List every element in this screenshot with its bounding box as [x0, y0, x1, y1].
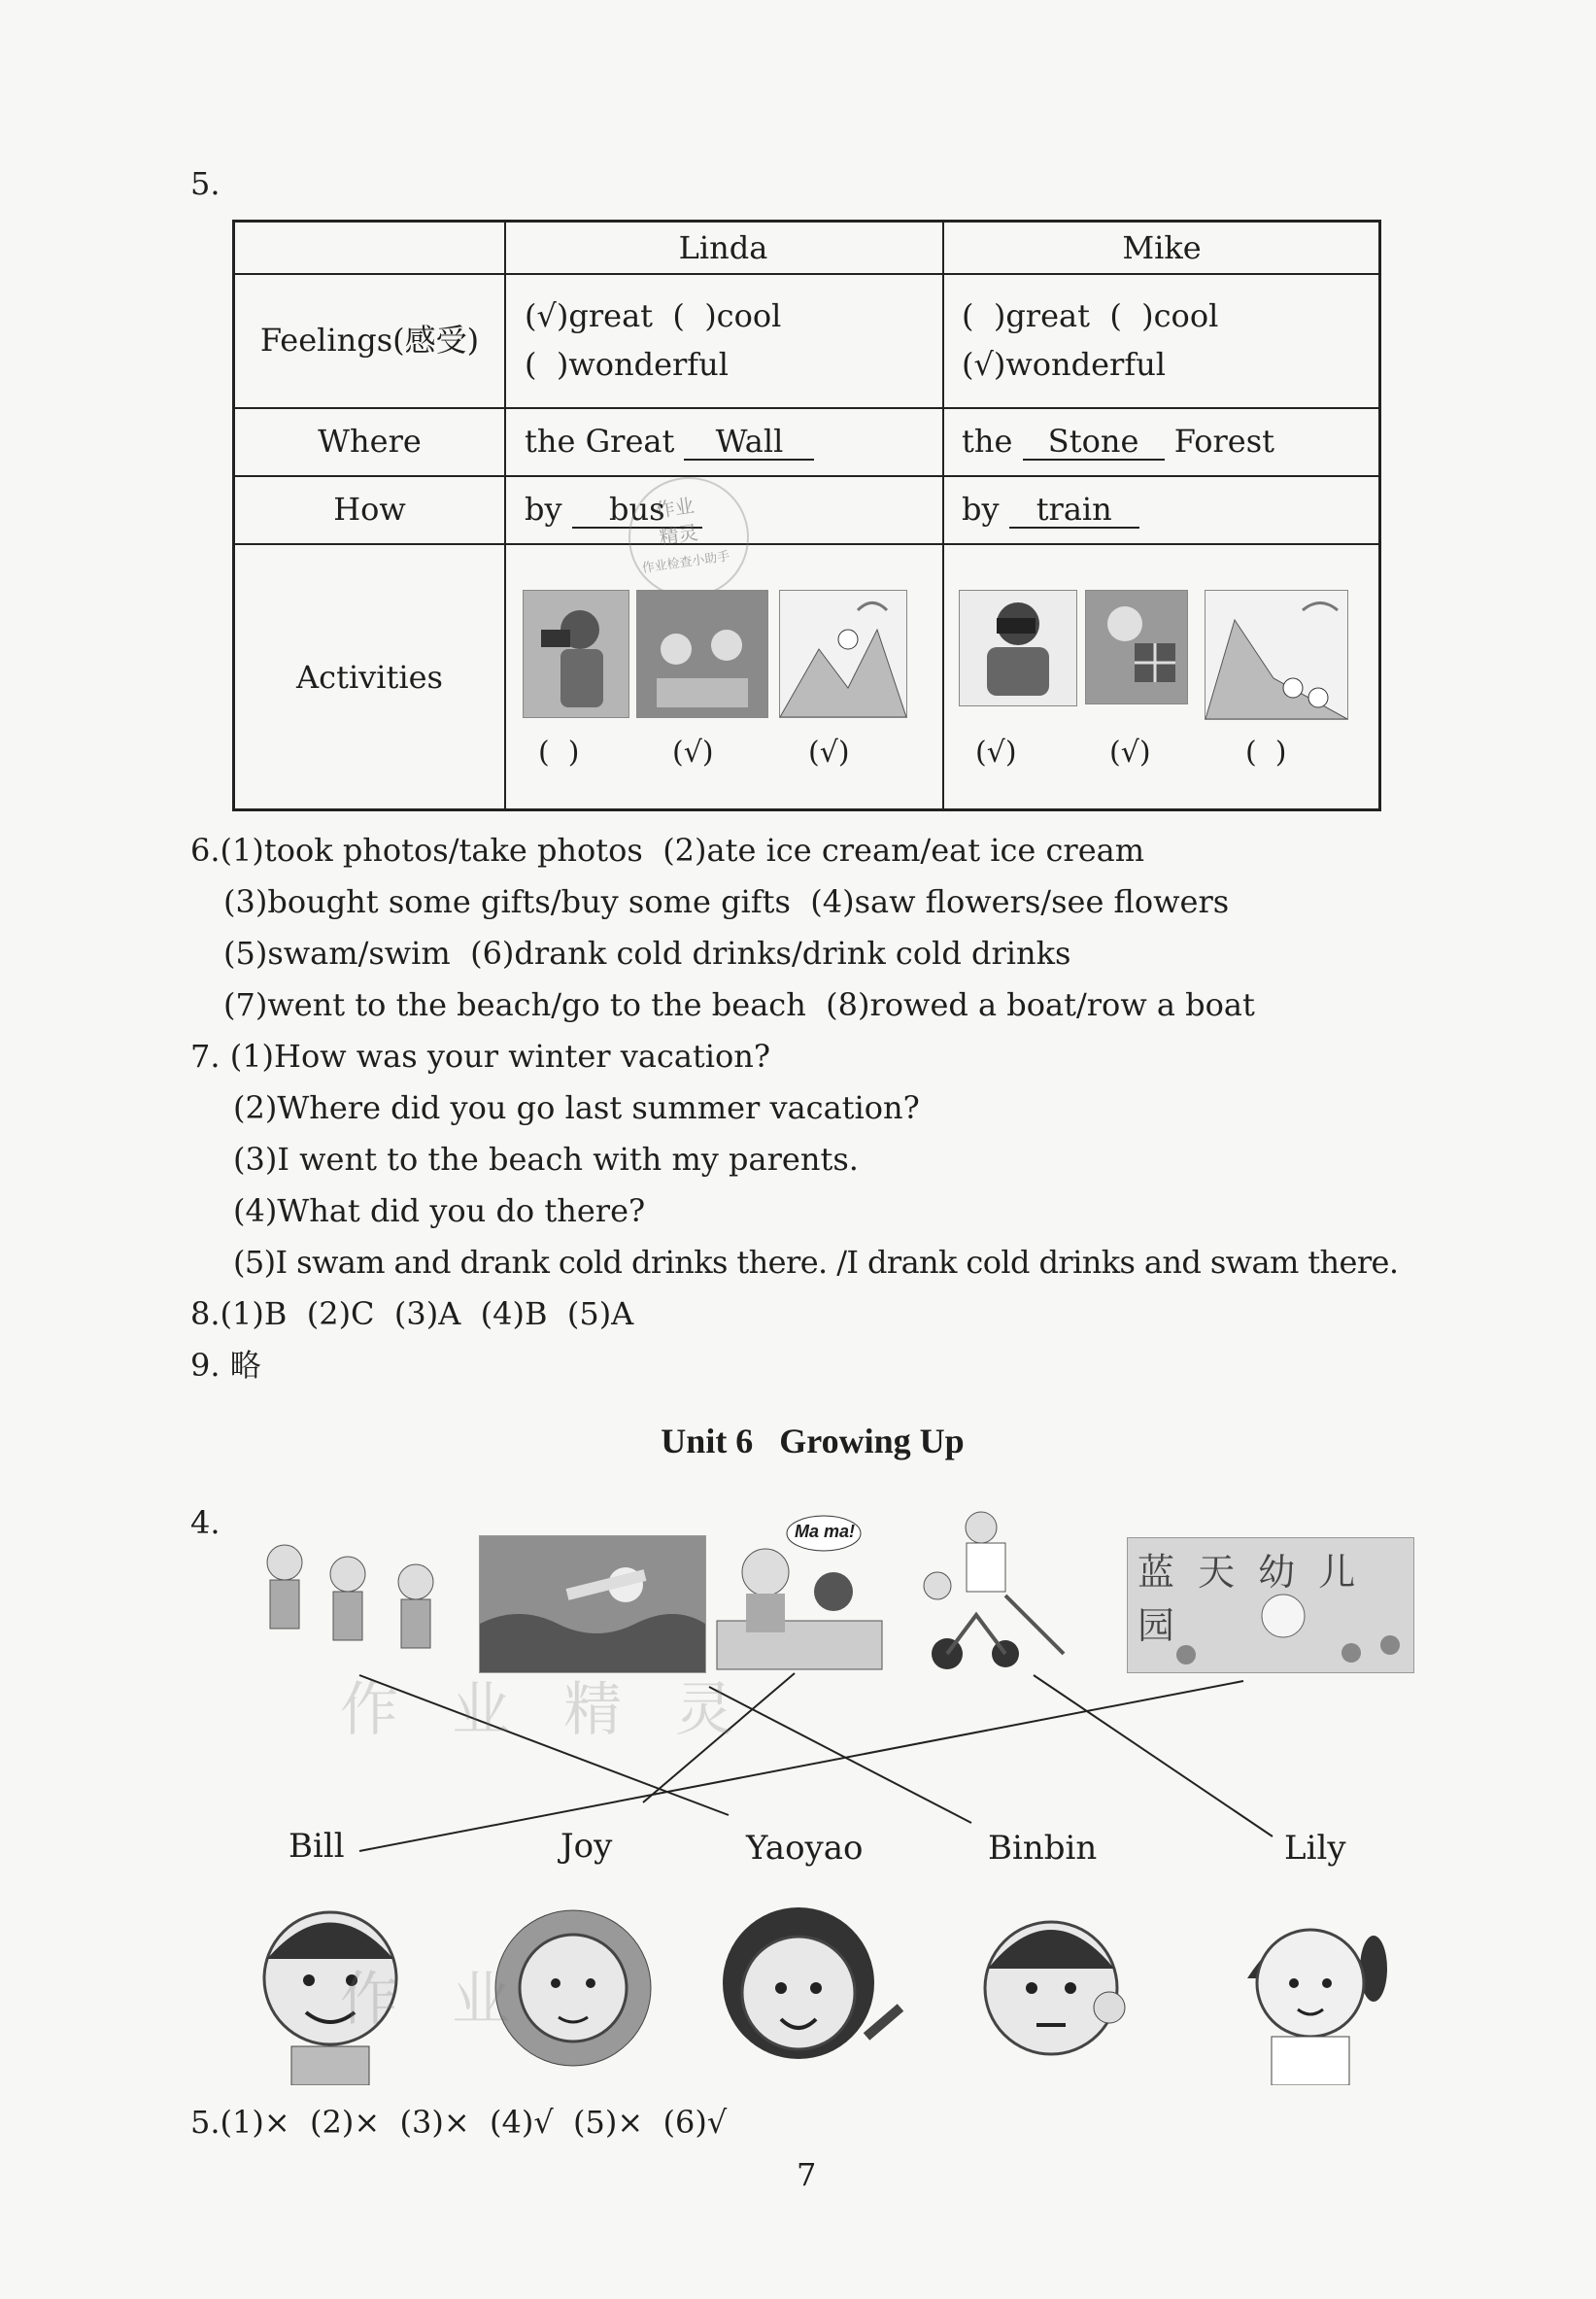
unit-title: Unit 6 Growing Up	[661, 1422, 965, 1460]
mike-how-answer: train	[1009, 492, 1139, 529]
watermark-text: 作 业 精 灵	[340, 1676, 752, 1744]
mike-mark-2: (√)	[1109, 736, 1151, 770]
checker-stamp: 作业 精灵 作业检查小助手	[621, 469, 757, 605]
linda-mark-3: (√)	[808, 736, 850, 770]
q6-line-1: 6.(1)took photos/take photos (2)ate ice cream/eat ice cream	[190, 832, 1145, 869]
mike-where-answer: Stone	[1023, 424, 1165, 461]
girl-face-icon	[701, 1891, 915, 2085]
mike-mark-1: (√)	[975, 736, 1017, 770]
mike-feelings-1: ( )great ( )cool	[962, 297, 1219, 334]
portrait-lily	[1228, 1891, 1393, 2085]
mike-mark-3: ( )	[1245, 736, 1287, 770]
q7-line-4: (4)What did you do there?	[233, 1192, 646, 1229]
linda-feelings-1: (√)great ( )cool	[525, 297, 782, 334]
watermark-text-2: 作 业	[340, 1966, 528, 2034]
name-binbin: Binbin	[988, 1829, 1098, 1868]
kindergarten-sign: 蓝 天 幼 儿 园	[1138, 1551, 1362, 1647]
linda-mark-2: (√)	[672, 736, 714, 770]
boy-thinking-face-icon	[954, 1891, 1148, 2085]
q5-number: 5.	[190, 165, 221, 202]
linda-how-answer: bus	[572, 492, 702, 529]
q7-line-1: 7. (1)How was your winter vacation?	[190, 1038, 771, 1075]
header-linda: Linda	[678, 229, 768, 266]
name-joy: Joy	[560, 1827, 613, 1866]
linda-where-answer: Wall	[684, 424, 814, 461]
linda-feelings-2: ( )wonderful	[525, 346, 729, 383]
q9-line: 9. 略	[190, 1347, 261, 1384]
girl-ponytail-face-icon	[1228, 1891, 1393, 2085]
row-label-how: How	[333, 491, 406, 528]
q7-line-2: (2)Where did you go last summer vacation?	[233, 1089, 920, 1126]
linda-mark-1: ( )	[538, 736, 580, 770]
unit6-q4-number: 4.	[190, 1504, 221, 1541]
q6-line-2: (3)bought some gifts/buy some gifts (4)saw flowers/see flowers	[223, 883, 1230, 920]
name-lily: Lily	[1284, 1829, 1346, 1868]
mike-how: by train	[962, 490, 1139, 529]
linda-where: the Great Wall	[525, 422, 814, 461]
name-yaoyao: Yaoyao	[746, 1829, 864, 1868]
page-number: 7	[797, 2156, 817, 2193]
name-bill: Bill	[289, 1827, 345, 1866]
row-label-activities: Activities	[296, 659, 443, 696]
row-label-feelings: Feelings(感受)	[259, 322, 480, 359]
mike-feelings-2: (√)wonderful	[962, 346, 1167, 383]
linda-how: by bus	[525, 490, 702, 529]
portrait-binbin	[954, 1891, 1148, 2085]
portrait-yaoyao	[701, 1891, 915, 2085]
q7-line-5: (5)I swam and drank cold drinks there. /I drank cold drinks and swam there.	[233, 1244, 1399, 1281]
q8-line: 8.(1)B (2)C (3)A (4)B (5)A	[190, 1295, 634, 1332]
row-label-where: Where	[318, 423, 422, 460]
header-mike: Mike	[1122, 229, 1202, 266]
q6-line-4: (7)went to the beach/go to the beach (8)rowed a boat/row a boat	[223, 986, 1255, 1023]
unit6-q5-line: 5.(1)× (2)× (3)× (4)√ (5)× (6)√	[190, 2104, 728, 2141]
speech-bubble-text: Ma ma!	[795, 1522, 856, 1541]
q7-line-3: (3)I went to the beach with my parents.	[233, 1141, 859, 1178]
q6-line-3: (5)swam/swim (6)drank cold drinks/drink cold drinks	[223, 935, 1071, 972]
mike-where: the Stone Forest	[962, 423, 1274, 460]
